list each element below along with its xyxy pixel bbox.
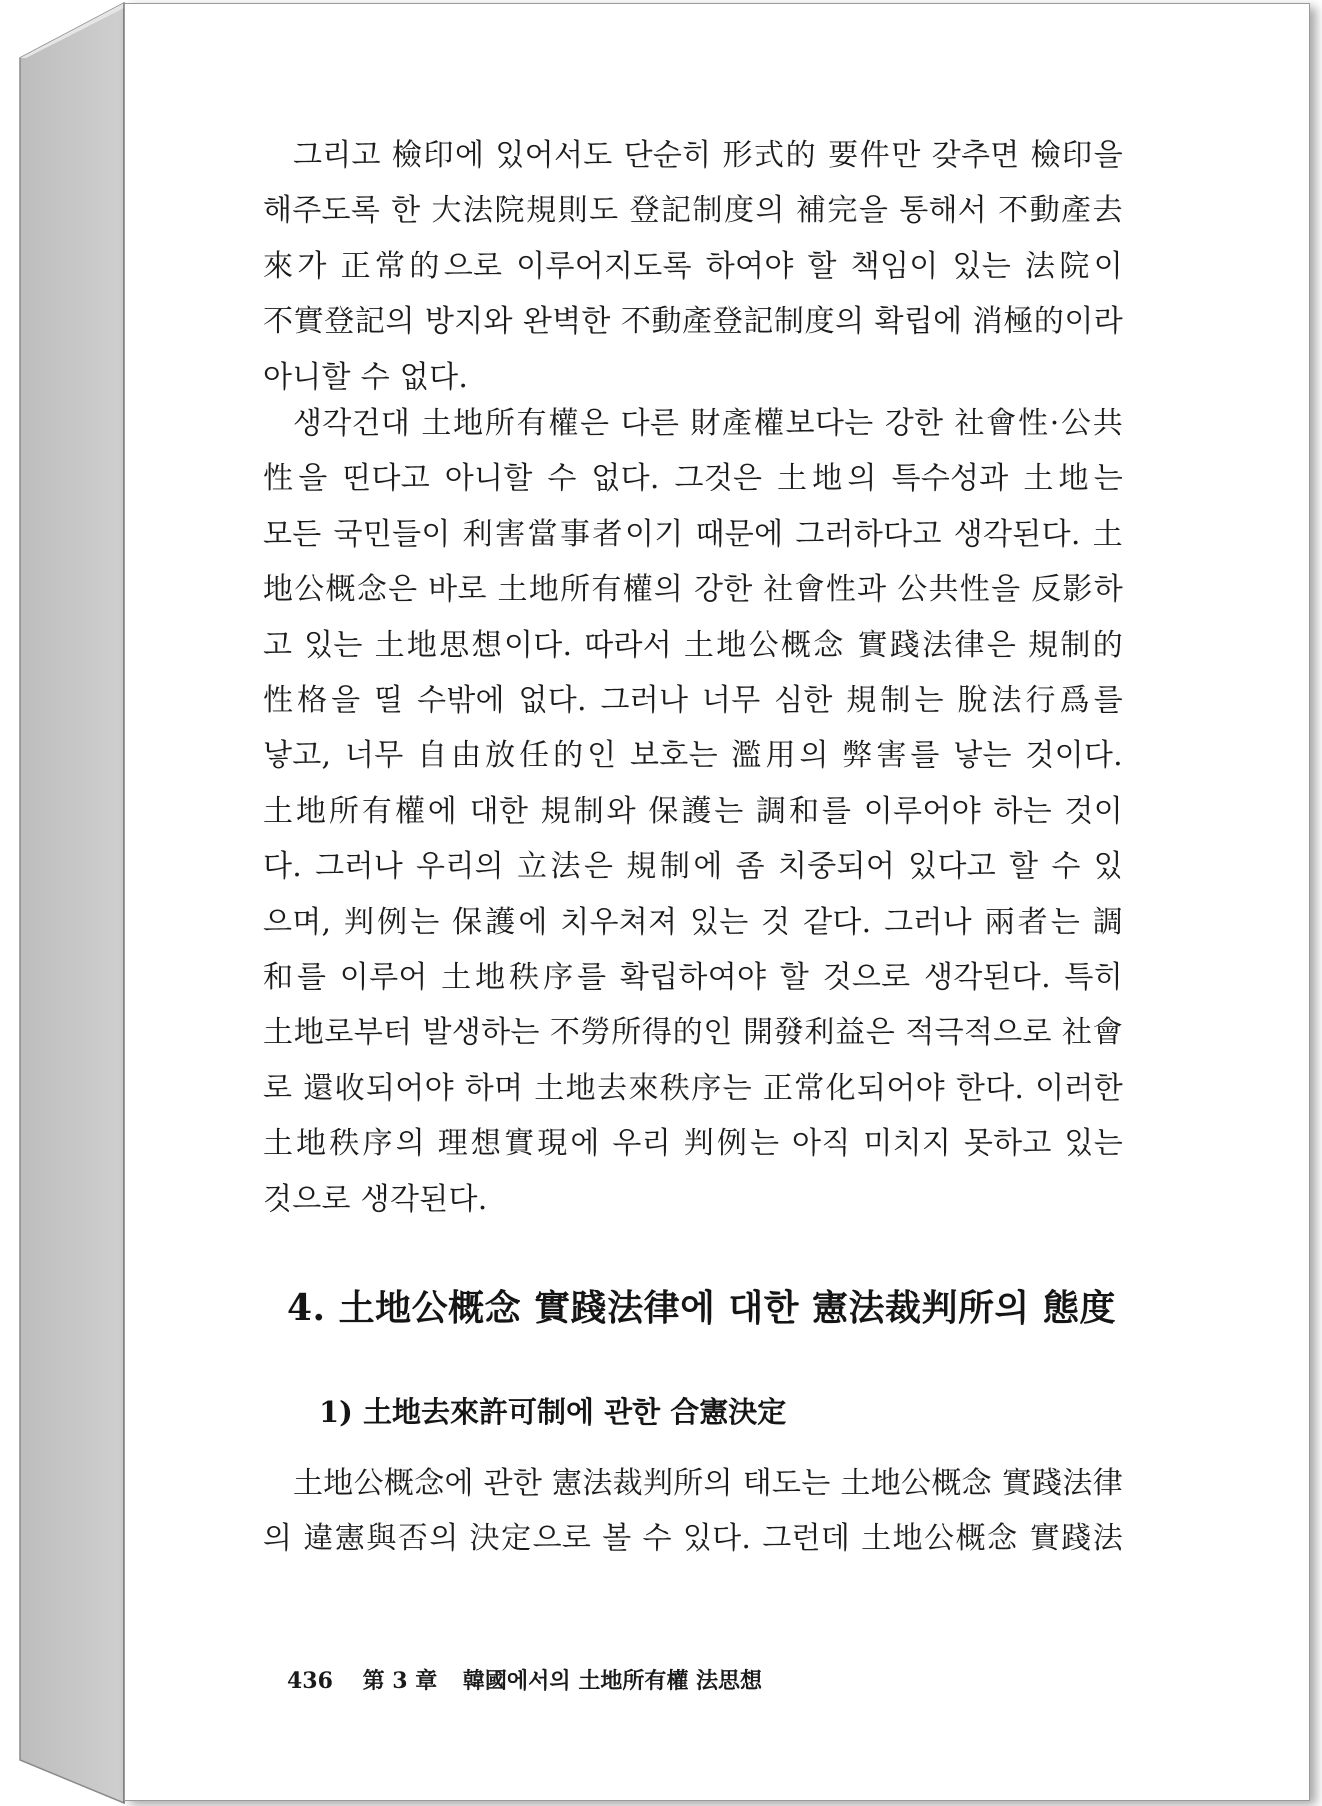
text-line: 性을 띤다고 아니할 수 없다. 그것은 土地의 특수성과 土地는 [263, 461, 1123, 497]
section-heading: 4. 土地公概念 實踐法律에 대한 憲法裁判所의 態度 [287, 1287, 1116, 1329]
text-line: 性格을 띨 수밖에 없다. 그러나 너무 심한 規制는 脫法行爲를 [263, 683, 1123, 719]
text-line: 다. 그러나 우리의 立法은 規制에 좀 치중되어 있다고 할 수 있 [263, 849, 1123, 885]
text-line: 土地로부터 발생하는 不勞所得的인 開發利益은 적극적으로 社會 [263, 1015, 1123, 1051]
text-line: 土地所有權에 대한 規制와 保護는 調和를 이루어야 하는 것이 [263, 793, 1123, 829]
text-line: 來가 正常的으로 이루어지도록 하여야 할 책임이 있는 法院이 [263, 248, 1123, 284]
book-page [124, 3, 1310, 1801]
chapter-title: 韓國에서의 土地所有權 法思想 [462, 1668, 762, 1694]
subsection-heading: 1) 土地去來許可制에 관한 合憲決定 [319, 1395, 787, 1429]
chapter-label: 第 3 章 [362, 1668, 438, 1694]
paragraph-3 [263, 1456, 1123, 1567]
text-line: 그리고 檢印에 있어서도 단순히 形式的 要件만 갖추면 檢印을 [293, 138, 1123, 173]
text-line: 것으로 생각된다. [263, 1181, 488, 1217]
text-line: 不實登記의 방지와 완벽한 不動產登記制度의 확립에 消極的이라 [263, 304, 1123, 340]
text-line: 로 還收되어야 하며 土地去來秩序는 正常化되어야 한다. 이러한 [263, 1070, 1123, 1106]
text-line: 고 있는 土地思想이다. 따라서 土地公概念 實踐法律은 規制的 [263, 627, 1123, 663]
text-line: 모든 국민들이 利害當事者이기 때문에 그러하다고 생각된다. 土 [263, 516, 1123, 552]
text-line: 아니할 수 없다. [263, 359, 469, 395]
text-line: 土地公概念에 관한 憲法裁判所의 태도는 土地公概念 實踐法律 [293, 1466, 1123, 1501]
page-footer [287, 1664, 762, 1695]
text-line: 地公概念은 바로 土地所有權의 강한 社會性과 公共性을 反影하 [263, 572, 1123, 608]
text-line: 낳고, 너무 自由放任的인 보호는 濫用의 弊害를 낳는 것이다. [263, 738, 1123, 774]
page-number: 436 [287, 1668, 333, 1694]
text-line: 해주도록 한 大法院規則도 登記制度의 補完을 통해서 不動產去 [263, 193, 1123, 229]
text-line: 和를 이루어 土地秩序를 확립하여야 할 것으로 생각된다. 특히 [263, 960, 1123, 996]
text-line: 土地秩序의 理想實現에 우리 判例는 아직 미치지 못하고 있는 [263, 1126, 1123, 1162]
paragraph-2 [263, 396, 1123, 1227]
paragraph-1 [263, 128, 1123, 405]
text-line: 의 違憲與否의 決定으로 볼 수 있다. 그런데 土地公概念 實踐法 [263, 1521, 1123, 1557]
text-line: 으며, 判例는 保護에 치우쳐져 있는 것 같다. 그러나 兩者는 調 [263, 904, 1123, 940]
text-line: 생각건대 土地所有權은 다른 財產權보다는 강한 社會性·公共 [293, 406, 1123, 441]
